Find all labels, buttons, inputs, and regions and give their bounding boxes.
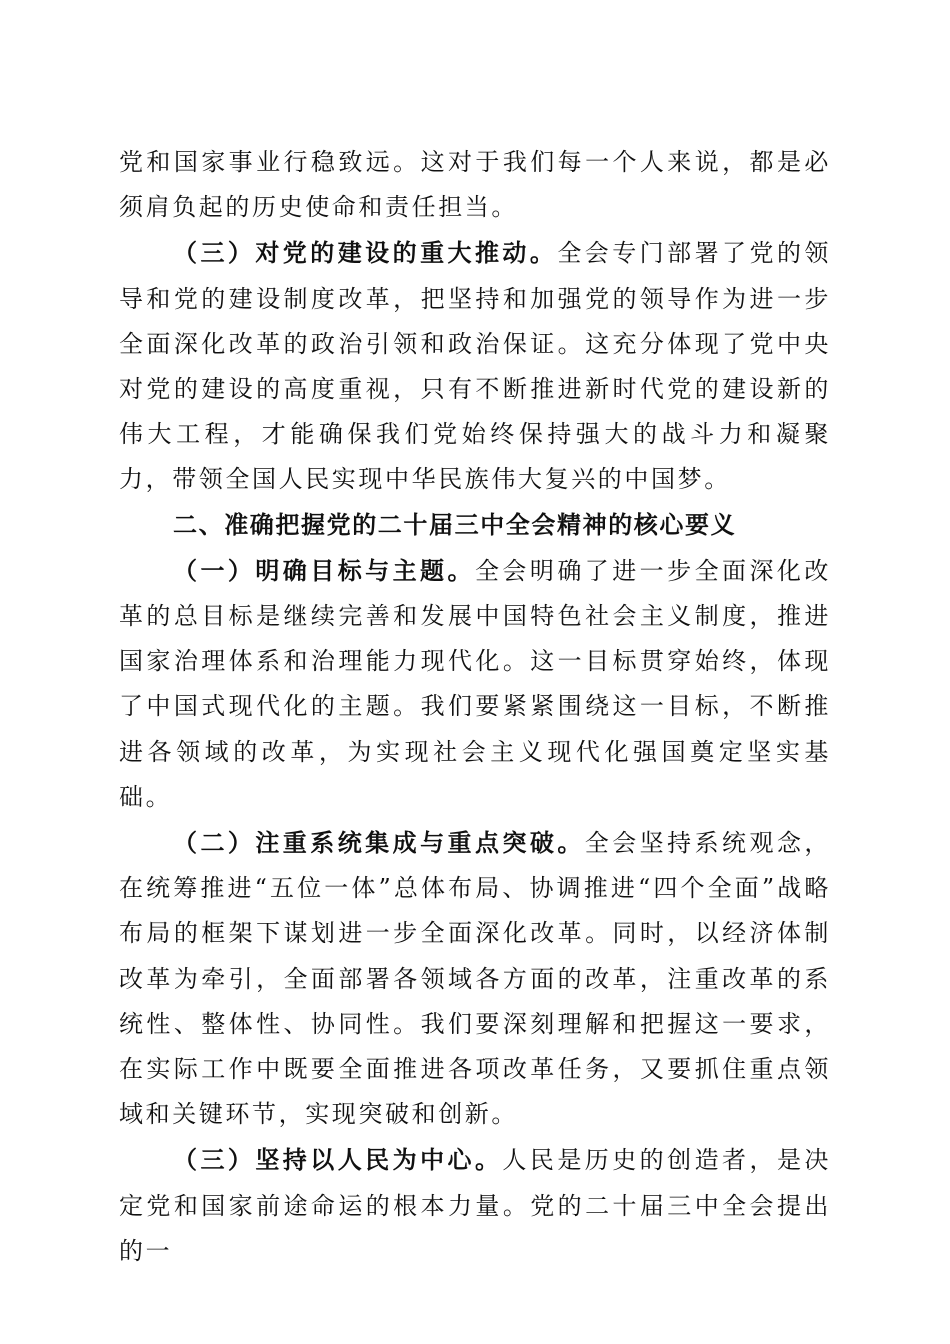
paragraph-lead: （一）明确目标与主题。	[173, 555, 475, 585]
document-page	[119, 140, 831, 1274]
paragraph-text: 全会坚持系统观念，在统筹推进“五位一体”总体布局、协调推进“四个全面”战略布局的框架下谋划进一步全面深化改革。同时，以经济体制改革为牵引，全面部署各领域各方面的改革，注重改革的系统性、整体性、协同性。我们要深刻理解和把握这一要求，在实际工作中既要全面推进各项改革任务，又要抓住重点领域和关键环节，实现突破和创新。	[119, 829, 831, 1129]
paragraph-continuation	[119, 140, 831, 230]
paragraph-lead: （二）注重系统集成与重点突破。	[173, 828, 585, 858]
paragraph-text: 党和国家事业行稳致远。这对于我们每一个人来说，都是必须肩负起的历史使命和责任担当。	[119, 148, 831, 222]
section-heading: 二、准确把握党的二十届三中全会精神的核心要义	[173, 510, 737, 539]
paragraph-goal-theme	[119, 548, 831, 820]
paragraph-lead: （三）坚持以人民为中心。	[173, 1145, 503, 1175]
paragraph-text: 全会明确了进一步全面深化改革的总目标是继续完善和发展中国特色社会主义制度，推进国家治理体系和治理能力现代化。这一目标贯穿始终，体现了中国式现代化的主题。我们要紧紧围绕这一目标，不断推进各领域的改革，为实现社会主义现代化强国奠定坚实基础。	[119, 556, 831, 811]
paragraph-lead: （三）对党的建设的重大推动。	[173, 238, 558, 268]
paragraph-people-centered	[119, 1137, 831, 1274]
paragraph-system-integration	[119, 820, 831, 1137]
paragraph-text: 全会专门部署了党的领导和党的建设制度改革，把坚持和加强党的领导作为进一步全面深化改革的政治引领和政治保证。这充分体现了党中央对党的建设的高度重视，只有不断推进新时代党的建设新的伟大工程，才能确保我们党始终保持强大的战斗力和凝聚力，带领全国人民实现中华民族伟大复兴的中国梦。	[119, 239, 831, 494]
paragraph-party-building	[119, 230, 831, 502]
paragraph-text: 人民是历史的创造者，是决定党和国家前途命运的根本力量。党的二十届三中全会提出的一	[119, 1146, 831, 1265]
